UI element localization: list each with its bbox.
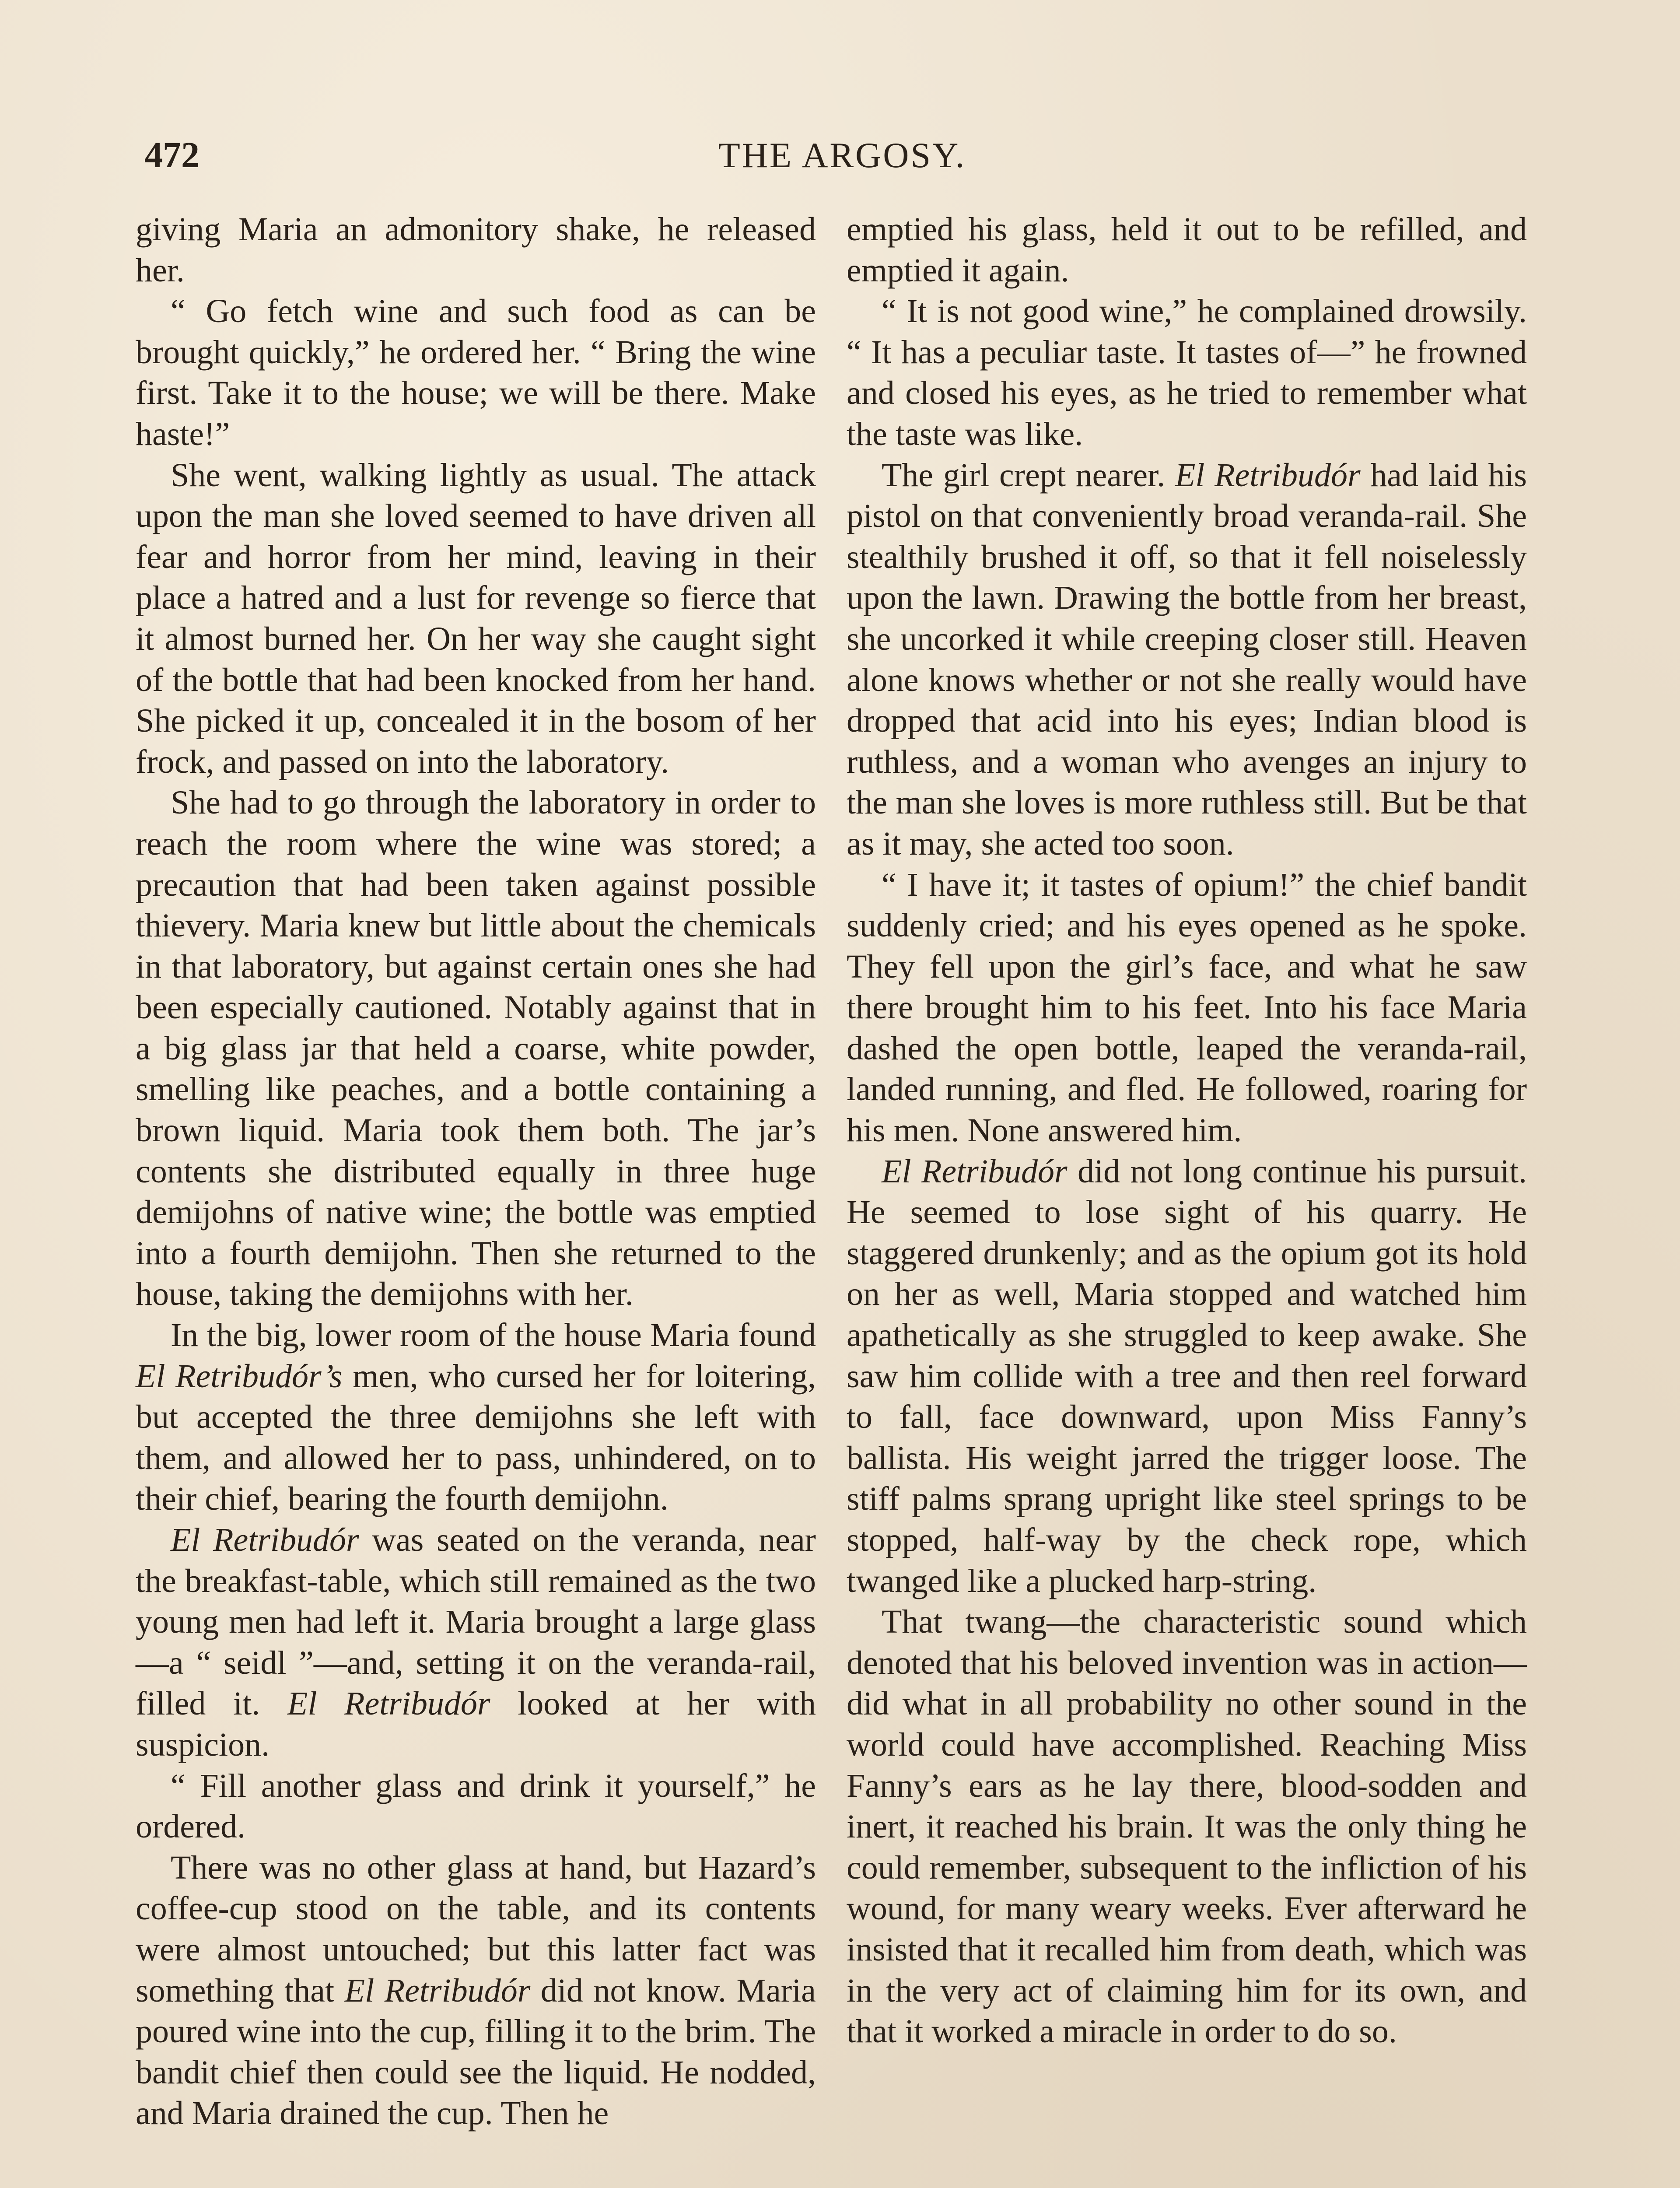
page-header	[144, 127, 1540, 184]
paragraph	[847, 1151, 1527, 1602]
text-run: was seated on the veranda, near the breakfast-table, which still remained as the two young men had left it. Maria brought a large glass—a “ seidl ”—and, setting it on the veranda-rail, filled it.	[136, 1522, 816, 1722]
text-run: men, who cursed her for loitering, but accepted the three demijohns she left with them, and allowed her to pass, unhindered, on to their chief, bearing the fourth demijohn.	[136, 1357, 816, 1518]
italic-name: El Retribudór	[882, 1153, 1068, 1190]
paragraph: That twang—the characteristic sound which denoted that his beloved invention was in action—did what in all probability no other sound in the world could have accomplished. Reaching Miss Fanny’s ears as he lay there, blood-sodden and inert, it reached his brain. It was the only thing he could remember, subsequent to the infliction of his wound, for many weary weeks. Ever afterward he insisted that it recalled him from death, which was in the very act of claiming him for its own, and that it worked a miracle in order to do so.	[847, 1603, 1527, 2050]
text-run: There was no other glass at hand, but Hazard’s coffee-cup stood on the table, and its contents were almost untouched; but this latter fact was something that	[136, 1849, 816, 2009]
italic-name: El Retribudór’s	[136, 1357, 343, 1395]
paragraph	[136, 1315, 816, 1520]
text-run: had laid his pistol on that conveniently broad veranda-rail. She stealthily brushed it off, so that it fell noiselessly upon the lawn. Drawing the bottle from her breast, she uncorked it while creeping closer still. Heaven alone knows whether or not she really would have dropped that acid into his eyes; Indian blood is ruthless, and a woman who avenges an injury to the man she loves is more ruthless still. But be that as it may, she acted too soon.	[847, 456, 1527, 862]
paragraph	[136, 1520, 816, 1766]
running-title: THE ARGOSY.	[718, 135, 966, 175]
italic-name: El Retribudór	[171, 1522, 359, 1558]
text-run: The girl crept nearer.	[882, 456, 1175, 494]
text-run: did not long continue his pursuit. He seemed to lose sight of his quarry. He staggered drunkenly; and as the opium got its hold on her as well, Maria stopped and watched him apathetically as she struggled to keep awake. She saw him collide with a tree and then reel forward to fall, face downward, upon Miss Fanny’s ballista. His weight jarred the trigger loose. The stiff palms sprang upright like steel springs to be stopped, half-way by the check rope, which twanged like a plucked harp-string.	[847, 1153, 1527, 1599]
left-column	[136, 209, 816, 2134]
italic-name: El Retribudór	[344, 1972, 531, 2009]
paragraph: “ Fill another glass and drink it yourself,” he ordered.	[136, 1767, 816, 1845]
paragraph: “ I have it; it tastes of opium!” the chief bandit suddenly cried; and his eyes opened as he spoke. They fell upon the girl’s face, and what he saw there brought him to his feet. Into his face Maria dashed the open bottle, leaped the veranda-rail, landed running, and fled. He followed, roaring for his men. None answered him.	[847, 866, 1527, 1149]
paragraph: She had to go through the laboratory in order to reach the room where the wine was stored; a precaution that had been taken against possible thievery. Maria knew but little about the chemicals in that laboratory, but against certain ones she had been especially cautioned. Notably against that in a big glass jar that held a coarse, white powder, smelling like peaches, and a bottle containing a brown liquid. Maria took them both. The jar’s contents she distributed equally in three huge demijohns of native wine; the bottle was emptied into a fourth demijohn. Then she returned to the house, taking the demijohns with her.	[136, 784, 816, 1313]
text-run: did not know. Maria poured wine into the cup, filling it to the brim. The bandit chief then could see the liquid. He nodded, and Maria drained the cup. Then he	[136, 1972, 816, 2132]
paragraph	[847, 455, 1527, 865]
text-run: In the big, lower room of the house Maria found	[171, 1317, 816, 1354]
right-column	[847, 209, 1527, 2052]
paragraph: She went, walking lightly as usual. The attack upon the man she loved seemed to have driven all fear and horror from her mind, leaving in their place a hatred and a lust for revenge so fierce that it almost burned her. On her way she caught sight of the bottle that had been knocked from her hand. She picked it up, concealed it in the bosom of her frock, and passed on into the laboratory.	[136, 456, 816, 780]
italic-name: El Retribudór	[287, 1685, 490, 1722]
paragraph	[136, 1848, 816, 2134]
paragraph: emptied his glass, held it out to be refilled, and emptied it again.	[847, 211, 1527, 289]
paragraph: giving Maria an admonitory shake, he released her.	[136, 211, 816, 289]
paragraph: “ Go fetch wine and such food as can be brought quickly,” he ordered her. “ Bring the wine first. Take it to the house; we will be there. Make haste!”	[136, 293, 816, 452]
text-run: looked at her with suspicion.	[136, 1685, 816, 1763]
page-number: 472	[144, 135, 200, 175]
italic-name: El Retribudór	[1175, 456, 1361, 494]
paragraph: “ It is not good wine,” he complained drowsily. “ It has a peculiar taste. It tastes of—” he frowned and closed his eyes, as he tried to remember what the taste was like.	[847, 293, 1527, 452]
